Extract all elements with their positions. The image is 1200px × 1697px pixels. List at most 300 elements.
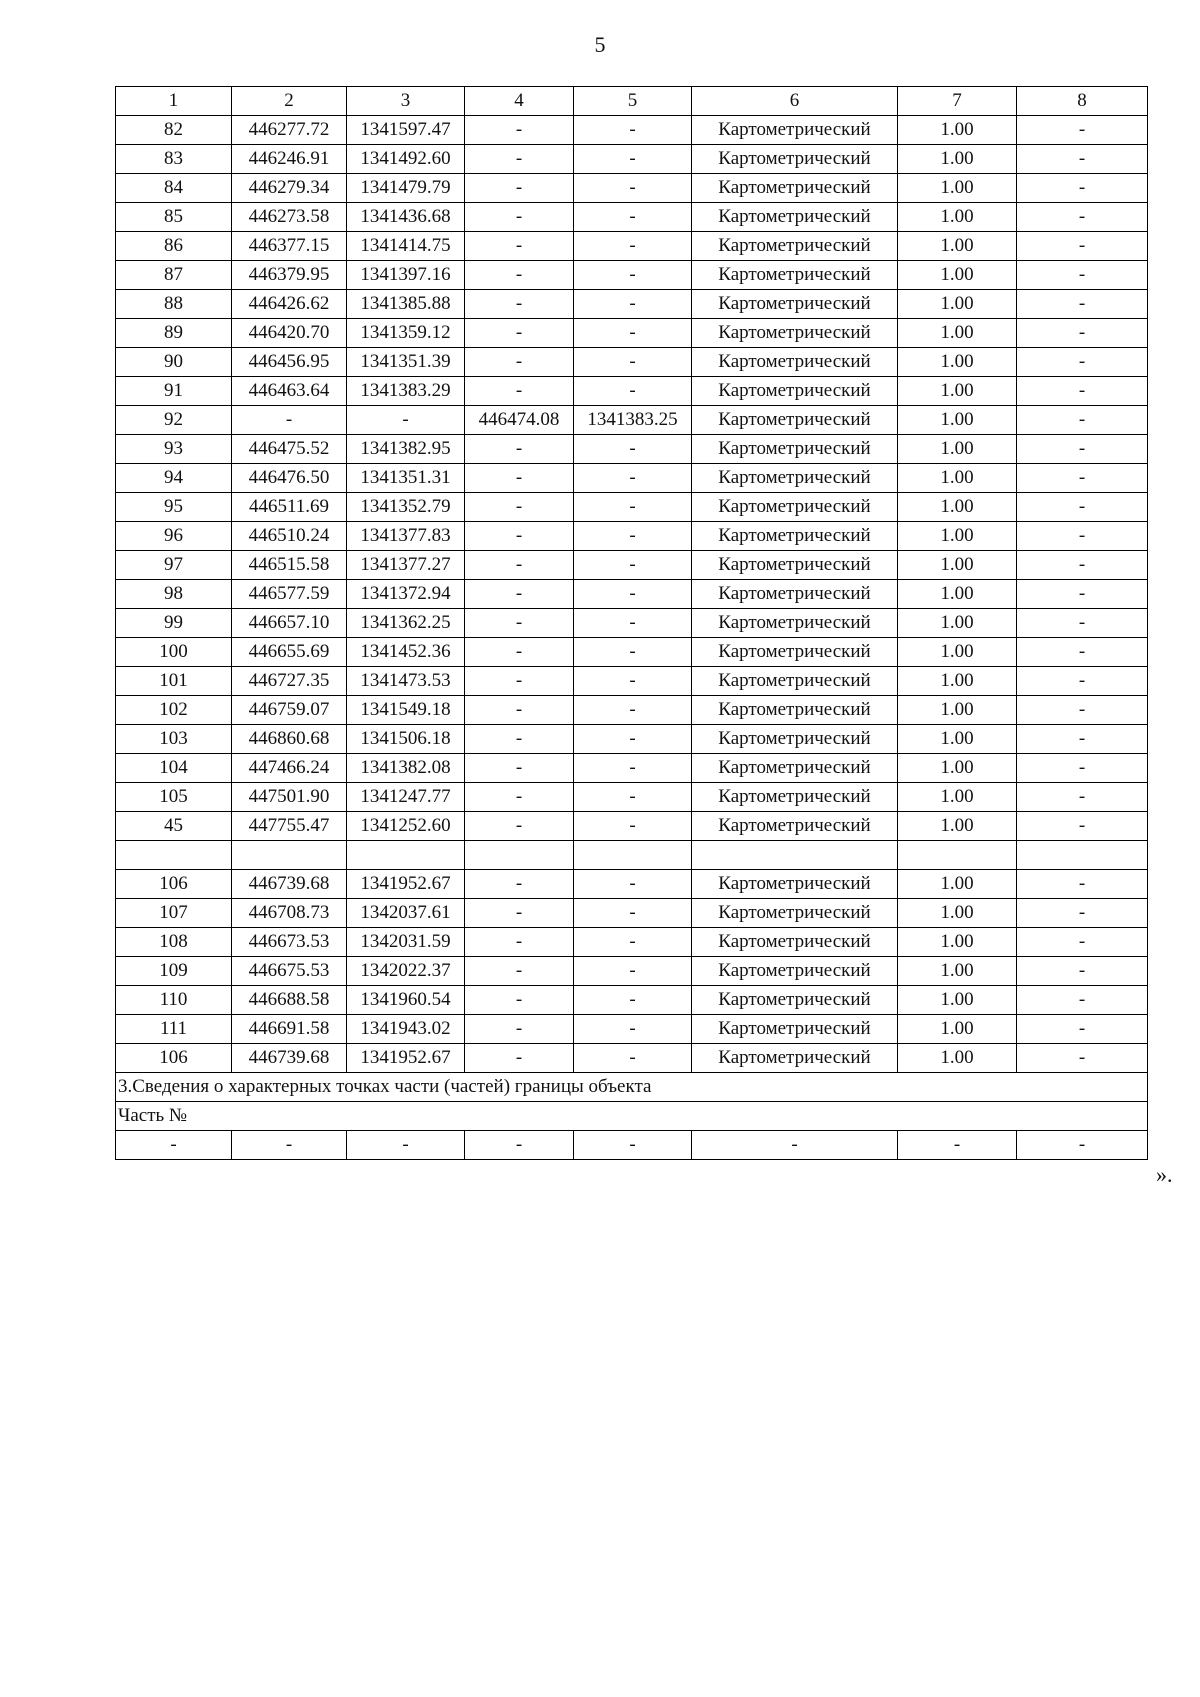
- table-cell-col-6: Картометрический: [692, 435, 898, 464]
- table-cell-col-3: 1342031.59: [347, 928, 465, 957]
- table-cell-col-7: 1.00: [898, 899, 1017, 928]
- table-cell-col-5: -: [574, 870, 692, 899]
- table-cell-col-6: Картометрический: [692, 551, 898, 580]
- table-cell-col-2: 446860.68: [232, 725, 347, 754]
- table-cell-col-5: -: [574, 319, 692, 348]
- table-cell-col-2: 446739.68: [232, 870, 347, 899]
- table-cell-col-6: Картометрический: [692, 1015, 898, 1044]
- table-cell-col-1: 103: [116, 725, 232, 754]
- table-cell-col-2: 446688.58: [232, 986, 347, 1015]
- table-cell-col-3: [347, 841, 465, 870]
- table-cell-col-4: -: [465, 261, 574, 290]
- table-cell-col-8: -: [1017, 580, 1148, 609]
- table-cell-col-8: -: [1017, 667, 1148, 696]
- table-cell-col-5: -: [574, 145, 692, 174]
- table-cell-col-3: 1341362.25: [347, 609, 465, 638]
- table-row: [116, 754, 1148, 783]
- table-cell-col-4: -: [465, 435, 574, 464]
- table-cell-col-6: Картометрический: [692, 957, 898, 986]
- table-cell-col-7: 1.00: [898, 261, 1017, 290]
- table-cell-col-4: -: [465, 116, 574, 145]
- table-cell-col-8: -: [1017, 986, 1148, 1015]
- table-cell-col-2: 446377.15: [232, 232, 347, 261]
- table-cell-col-8: -: [1017, 754, 1148, 783]
- part-label-row: [116, 1102, 1148, 1131]
- table-cell-col-6: Картометрический: [692, 899, 898, 928]
- table-cell-col-2: -: [232, 406, 347, 435]
- table-cell-col-7: 1.00: [898, 638, 1017, 667]
- table-cell-col-5: -: [574, 348, 692, 377]
- table-cell-col-7: 1.00: [898, 551, 1017, 580]
- table-row: [116, 928, 1148, 957]
- table-cell-col-5: 1341383.25: [574, 406, 692, 435]
- table-cell-col-4: -: [465, 377, 574, 406]
- table-row: [116, 870, 1148, 899]
- table-cell-col-2: 446279.34: [232, 174, 347, 203]
- table-cell-col-4: -: [465, 290, 574, 319]
- table-cell-col-8: -: [1017, 812, 1148, 841]
- column-header-5: 5: [574, 87, 692, 116]
- part-cell-col-6: -: [692, 1131, 898, 1160]
- table-cell-col-4: -: [465, 232, 574, 261]
- table-cell-col-3: 1341436.68: [347, 203, 465, 232]
- table-cell-col-7: 1.00: [898, 290, 1017, 319]
- table-cell-col-8: -: [1017, 145, 1148, 174]
- table-cell-col-5: -: [574, 203, 692, 232]
- table-row: [116, 667, 1148, 696]
- table-row: [116, 812, 1148, 841]
- table-cell-col-6: Картометрический: [692, 667, 898, 696]
- table-cell-col-7: 1.00: [898, 435, 1017, 464]
- table-cell-col-8: -: [1017, 261, 1148, 290]
- table-cell-col-4: -: [465, 870, 574, 899]
- table-cell-col-1: 111: [116, 1015, 232, 1044]
- section-title-row: [116, 1073, 1148, 1102]
- table-cell-col-2: 447466.24: [232, 754, 347, 783]
- table-cell-col-3: 1341382.08: [347, 754, 465, 783]
- table-cell-col-4: -: [465, 986, 574, 1015]
- table-cell-col-4: -: [465, 899, 574, 928]
- table-cell-col-5: -: [574, 551, 692, 580]
- table-cell-col-1: 83: [116, 145, 232, 174]
- table-row: [116, 348, 1148, 377]
- table-cell-col-5: -: [574, 957, 692, 986]
- table-row: [116, 1044, 1148, 1073]
- table-cell-col-5: -: [574, 377, 692, 406]
- table-cell-col-5: -: [574, 493, 692, 522]
- table-row: [116, 986, 1148, 1015]
- table-cell-col-5: -: [574, 638, 692, 667]
- table-cell-col-6: Картометрический: [692, 145, 898, 174]
- table-cell-col-3: 1341385.88: [347, 290, 465, 319]
- table-cell-col-7: 1.00: [898, 725, 1017, 754]
- table-cell-col-5: -: [574, 986, 692, 1015]
- table-cell-col-3: 1341473.53: [347, 667, 465, 696]
- table-cell-col-8: -: [1017, 319, 1148, 348]
- table-cell-col-3: 1341372.94: [347, 580, 465, 609]
- table-cell-col-7: [898, 841, 1017, 870]
- table-row: [116, 406, 1148, 435]
- table-cell-col-4: -: [465, 754, 574, 783]
- table-cell-col-5: -: [574, 232, 692, 261]
- table-row: [116, 522, 1148, 551]
- table-cell-col-2: 446277.72: [232, 116, 347, 145]
- table-cell-col-4: -: [465, 145, 574, 174]
- table-row: [116, 551, 1148, 580]
- table-row: [116, 174, 1148, 203]
- table-cell-col-4: -: [465, 319, 574, 348]
- table-cell-col-4: -: [465, 493, 574, 522]
- table-cell-col-5: -: [574, 290, 692, 319]
- table-cell-col-3: 1341351.39: [347, 348, 465, 377]
- table-cell-col-6: Картометрический: [692, 986, 898, 1015]
- table-row: [116, 145, 1148, 174]
- table-cell-col-8: -: [1017, 609, 1148, 638]
- table-cell-col-1: 109: [116, 957, 232, 986]
- table-cell-col-7: 1.00: [898, 1044, 1017, 1073]
- table-cell-col-2: 446426.62: [232, 290, 347, 319]
- coordinates-table: [115, 86, 1148, 1160]
- table-cell-col-7: 1.00: [898, 319, 1017, 348]
- table-cell-col-1: 107: [116, 899, 232, 928]
- table-cell-col-1: 93: [116, 435, 232, 464]
- table-cell-col-8: [1017, 841, 1148, 870]
- table-cell-col-8: -: [1017, 290, 1148, 319]
- table-cell-col-6: Картометрический: [692, 348, 898, 377]
- table-cell-col-5: -: [574, 580, 692, 609]
- table-row: [116, 1015, 1148, 1044]
- table-cell-col-4: -: [465, 551, 574, 580]
- table-cell-col-2: 446246.91: [232, 145, 347, 174]
- table-cell-col-8: -: [1017, 725, 1148, 754]
- table-cell-col-4: -: [465, 783, 574, 812]
- part-cell-col-4: -: [465, 1131, 574, 1160]
- table-cell-col-4: -: [465, 609, 574, 638]
- table-row: [116, 580, 1148, 609]
- table-cell-col-4: -: [465, 957, 574, 986]
- table-cell-col-3: 1341549.18: [347, 696, 465, 725]
- table-cell-col-8: -: [1017, 522, 1148, 551]
- table-cell-col-4: -: [465, 348, 574, 377]
- table-cell-col-6: [692, 841, 898, 870]
- table-cell-col-2: 446673.53: [232, 928, 347, 957]
- table-cell-col-7: 1.00: [898, 870, 1017, 899]
- table-cell-col-6: Картометрический: [692, 783, 898, 812]
- table-cell-col-5: -: [574, 754, 692, 783]
- table-cell-col-7: 1.00: [898, 783, 1017, 812]
- table-cell-col-1: 84: [116, 174, 232, 203]
- table-cell-col-8: -: [1017, 1015, 1148, 1044]
- table-cell-col-3: 1341452.36: [347, 638, 465, 667]
- table-cell-col-3: 1341359.12: [347, 319, 465, 348]
- table-cell-col-5: -: [574, 435, 692, 464]
- part-label: Часть №: [116, 1102, 1148, 1131]
- part-cell-col-1: -: [116, 1131, 232, 1160]
- table-cell-col-2: 446273.58: [232, 203, 347, 232]
- table-cell-col-1: 106: [116, 1044, 232, 1073]
- table-body: [116, 87, 1148, 1160]
- table-cell-col-7: 1.00: [898, 609, 1017, 638]
- table-cell-col-8: -: [1017, 203, 1148, 232]
- table-cell-col-3: -: [347, 406, 465, 435]
- table-cell-col-3: 1341492.60: [347, 145, 465, 174]
- table-cell-col-2: 447755.47: [232, 812, 347, 841]
- table-row: [116, 638, 1148, 667]
- table-row: [116, 232, 1148, 261]
- table-cell-col-6: Картометрический: [692, 464, 898, 493]
- table-cell-col-1: 94: [116, 464, 232, 493]
- table-cell-col-8: -: [1017, 870, 1148, 899]
- table-cell-col-3: 1341479.79: [347, 174, 465, 203]
- table-cell-col-6: Картометрический: [692, 377, 898, 406]
- table-cell-col-1: 85: [116, 203, 232, 232]
- table-row: [116, 783, 1148, 812]
- table-cell-col-1: 100: [116, 638, 232, 667]
- table-cell-col-2: 446708.73: [232, 899, 347, 928]
- closing-quote-mark: ».: [1156, 1162, 1173, 1187]
- table-cell-col-5: -: [574, 696, 692, 725]
- table-cell-col-3: 1341352.79: [347, 493, 465, 522]
- table-cell-col-5: -: [574, 928, 692, 957]
- table-cell-col-4: -: [465, 203, 574, 232]
- table-cell-col-6: Картометрический: [692, 725, 898, 754]
- table-cell-col-6: Картометрический: [692, 1044, 898, 1073]
- table-row: [116, 696, 1148, 725]
- table-row: [116, 290, 1148, 319]
- column-header-4: 4: [465, 87, 574, 116]
- table-cell-col-5: -: [574, 667, 692, 696]
- table-cell-col-7: 1.00: [898, 406, 1017, 435]
- table-cell-col-2: 446657.10: [232, 609, 347, 638]
- table-cell-col-7: 1.00: [898, 145, 1017, 174]
- table-cell-col-8: -: [1017, 783, 1148, 812]
- table-cell-col-7: 1.00: [898, 116, 1017, 145]
- table-cell-col-7: 1.00: [898, 928, 1017, 957]
- part-cell-col-3: -: [347, 1131, 465, 1160]
- table-cell-col-1: 90: [116, 348, 232, 377]
- table-cell-col-7: 1.00: [898, 812, 1017, 841]
- table-cell-col-5: -: [574, 1044, 692, 1073]
- table-cell-col-6: Картометрический: [692, 696, 898, 725]
- table-cell-col-4: -: [465, 667, 574, 696]
- table-cell-col-6: Картометрический: [692, 290, 898, 319]
- part-cell-col-2: -: [232, 1131, 347, 1160]
- column-header-6: 6: [692, 87, 898, 116]
- table-cell-col-8: -: [1017, 435, 1148, 464]
- table-cell-col-4: -: [465, 696, 574, 725]
- table-header-row: [116, 87, 1148, 116]
- table-cell-col-6: Картометрический: [692, 580, 898, 609]
- table-cell-col-8: -: [1017, 1044, 1148, 1073]
- part-cell-col-8: -: [1017, 1131, 1148, 1160]
- table-cell-col-4: -: [465, 812, 574, 841]
- table-cell-col-7: 1.00: [898, 986, 1017, 1015]
- table-cell-col-2: 446515.58: [232, 551, 347, 580]
- table-cell-col-6: Картометрический: [692, 522, 898, 551]
- table-cell-col-4: [465, 841, 574, 870]
- table-cell-col-6: Картометрический: [692, 406, 898, 435]
- table-cell-col-1: 82: [116, 116, 232, 145]
- table-cell-col-8: -: [1017, 493, 1148, 522]
- table-row: [116, 609, 1148, 638]
- table-cell-col-3: 1341506.18: [347, 725, 465, 754]
- table-cell-col-6: Картометрический: [692, 754, 898, 783]
- table-cell-col-2: 446420.70: [232, 319, 347, 348]
- table-cell-col-2: 446691.58: [232, 1015, 347, 1044]
- table-cell-col-6: Картометрический: [692, 232, 898, 261]
- table-cell-col-5: [574, 841, 692, 870]
- table-cell-col-3: 1341351.31: [347, 464, 465, 493]
- table-row: [116, 203, 1148, 232]
- column-header-1: 1: [116, 87, 232, 116]
- table-cell-col-4: -: [465, 638, 574, 667]
- part-cell-col-5: -: [574, 1131, 692, 1160]
- table-cell-col-3: 1341597.47: [347, 116, 465, 145]
- table-cell-col-1: 101: [116, 667, 232, 696]
- table-cell-col-1: 95: [116, 493, 232, 522]
- table-cell-col-2: 446510.24: [232, 522, 347, 551]
- table-cell-col-4: -: [465, 725, 574, 754]
- table-cell-col-1: 108: [116, 928, 232, 957]
- table-cell-col-6: Картометрический: [692, 319, 898, 348]
- table-cell-col-1: 45: [116, 812, 232, 841]
- table-row: [116, 493, 1148, 522]
- column-header-2: 2: [232, 87, 347, 116]
- table-cell-col-7: 1.00: [898, 203, 1017, 232]
- table-cell-col-6: Картометрический: [692, 174, 898, 203]
- table-cell-col-4: -: [465, 174, 574, 203]
- table-cell-col-6: Картометрический: [692, 493, 898, 522]
- table-cell-col-3: 1341252.60: [347, 812, 465, 841]
- column-header-8: 8: [1017, 87, 1148, 116]
- table-row: [116, 725, 1148, 754]
- table-cell-col-8: -: [1017, 116, 1148, 145]
- table-cell-col-5: -: [574, 464, 692, 493]
- part-values-row: [116, 1131, 1148, 1160]
- table-cell-col-6: Картометрический: [692, 870, 898, 899]
- table-cell-col-2: 446476.50: [232, 464, 347, 493]
- table-cell-col-3: 1341377.83: [347, 522, 465, 551]
- table-cell-col-7: 1.00: [898, 464, 1017, 493]
- table-cell-col-8: -: [1017, 406, 1148, 435]
- table-cell-col-7: 1.00: [898, 957, 1017, 986]
- table-cell-col-2: 446379.95: [232, 261, 347, 290]
- table-row: [116, 116, 1148, 145]
- table-cell-col-1: 88: [116, 290, 232, 319]
- table-cell-col-1: 105: [116, 783, 232, 812]
- table-row: [116, 435, 1148, 464]
- table-row: [116, 957, 1148, 986]
- table-cell-col-5: -: [574, 522, 692, 551]
- table-cell-col-1: 96: [116, 522, 232, 551]
- table-cell-col-1: 110: [116, 986, 232, 1015]
- column-header-7: 7: [898, 87, 1017, 116]
- table-cell-col-1: 99: [116, 609, 232, 638]
- table-cell-col-3: 1341383.29: [347, 377, 465, 406]
- table-cell-col-6: Картометрический: [692, 638, 898, 667]
- table-cell-col-8: -: [1017, 464, 1148, 493]
- table-row: [116, 899, 1148, 928]
- table-cell-col-5: -: [574, 725, 692, 754]
- table-cell-col-2: 446475.52: [232, 435, 347, 464]
- table-cell-col-4: -: [465, 1044, 574, 1073]
- table-cell-col-6: Картометрический: [692, 261, 898, 290]
- table-cell-col-8: -: [1017, 957, 1148, 986]
- table-cell-col-5: -: [574, 609, 692, 638]
- table-cell-col-1: 106: [116, 870, 232, 899]
- table-cell-col-6: Картометрический: [692, 812, 898, 841]
- table-cell-col-2: 446675.53: [232, 957, 347, 986]
- table-cell-col-8: -: [1017, 899, 1148, 928]
- table-cell-col-8: -: [1017, 348, 1148, 377]
- table-cell-col-7: 1.00: [898, 1015, 1017, 1044]
- table-cell-col-5: -: [574, 899, 692, 928]
- table-row: [116, 377, 1148, 406]
- table-cell-col-5: -: [574, 812, 692, 841]
- table-cell-col-3: 1341952.67: [347, 1044, 465, 1073]
- table-row: [116, 464, 1148, 493]
- table-cell-col-5: -: [574, 261, 692, 290]
- table-cell-col-4: -: [465, 464, 574, 493]
- table-cell-col-1: 104: [116, 754, 232, 783]
- table-row: [116, 319, 1148, 348]
- table-cell-col-4: -: [465, 1015, 574, 1044]
- table-cell-col-4: -: [465, 522, 574, 551]
- table-cell-col-2: 446739.68: [232, 1044, 347, 1073]
- table-cell-col-7: 1.00: [898, 348, 1017, 377]
- table-cell-col-1: 92: [116, 406, 232, 435]
- table-cell-col-6: Картометрический: [692, 609, 898, 638]
- table-cell-col-5: -: [574, 174, 692, 203]
- table-cell-col-1: 86: [116, 232, 232, 261]
- table-cell-col-8: -: [1017, 232, 1148, 261]
- table-cell-col-3: 1342022.37: [347, 957, 465, 986]
- table-cell-col-1: 89: [116, 319, 232, 348]
- table-cell-col-1: 98: [116, 580, 232, 609]
- table-cell-col-2: 446727.35: [232, 667, 347, 696]
- table-cell-col-7: 1.00: [898, 580, 1017, 609]
- page-number: 5: [594, 32, 606, 57]
- table-cell-col-2: 446456.95: [232, 348, 347, 377]
- table-cell-col-1: 97: [116, 551, 232, 580]
- table-cell-col-7: 1.00: [898, 754, 1017, 783]
- table-cell-col-3: 1341960.54: [347, 986, 465, 1015]
- table-cell-col-1: 102: [116, 696, 232, 725]
- table-cell-col-2: 446655.69: [232, 638, 347, 667]
- table-cell-col-8: -: [1017, 638, 1148, 667]
- table-cell-col-8: -: [1017, 928, 1148, 957]
- table-row: [116, 841, 1148, 870]
- table-cell-col-2: [232, 841, 347, 870]
- table-cell-col-7: 1.00: [898, 377, 1017, 406]
- table-cell-col-2: 446463.64: [232, 377, 347, 406]
- table-cell-col-1: 91: [116, 377, 232, 406]
- table-cell-col-5: -: [574, 1015, 692, 1044]
- table-cell-col-5: -: [574, 783, 692, 812]
- table-cell-col-8: -: [1017, 174, 1148, 203]
- table-cell-col-6: Картометрический: [692, 116, 898, 145]
- table-cell-col-4: 446474.08: [465, 406, 574, 435]
- table-cell-col-2: 447501.90: [232, 783, 347, 812]
- table-cell-col-3: 1341247.77: [347, 783, 465, 812]
- table-cell-col-8: -: [1017, 696, 1148, 725]
- table-cell-col-7: 1.00: [898, 522, 1017, 551]
- column-header-3: 3: [347, 87, 465, 116]
- table-cell-col-7: 1.00: [898, 667, 1017, 696]
- table-row: [116, 261, 1148, 290]
- table-cell-col-2: 446759.07: [232, 696, 347, 725]
- table-cell-col-7: 1.00: [898, 174, 1017, 203]
